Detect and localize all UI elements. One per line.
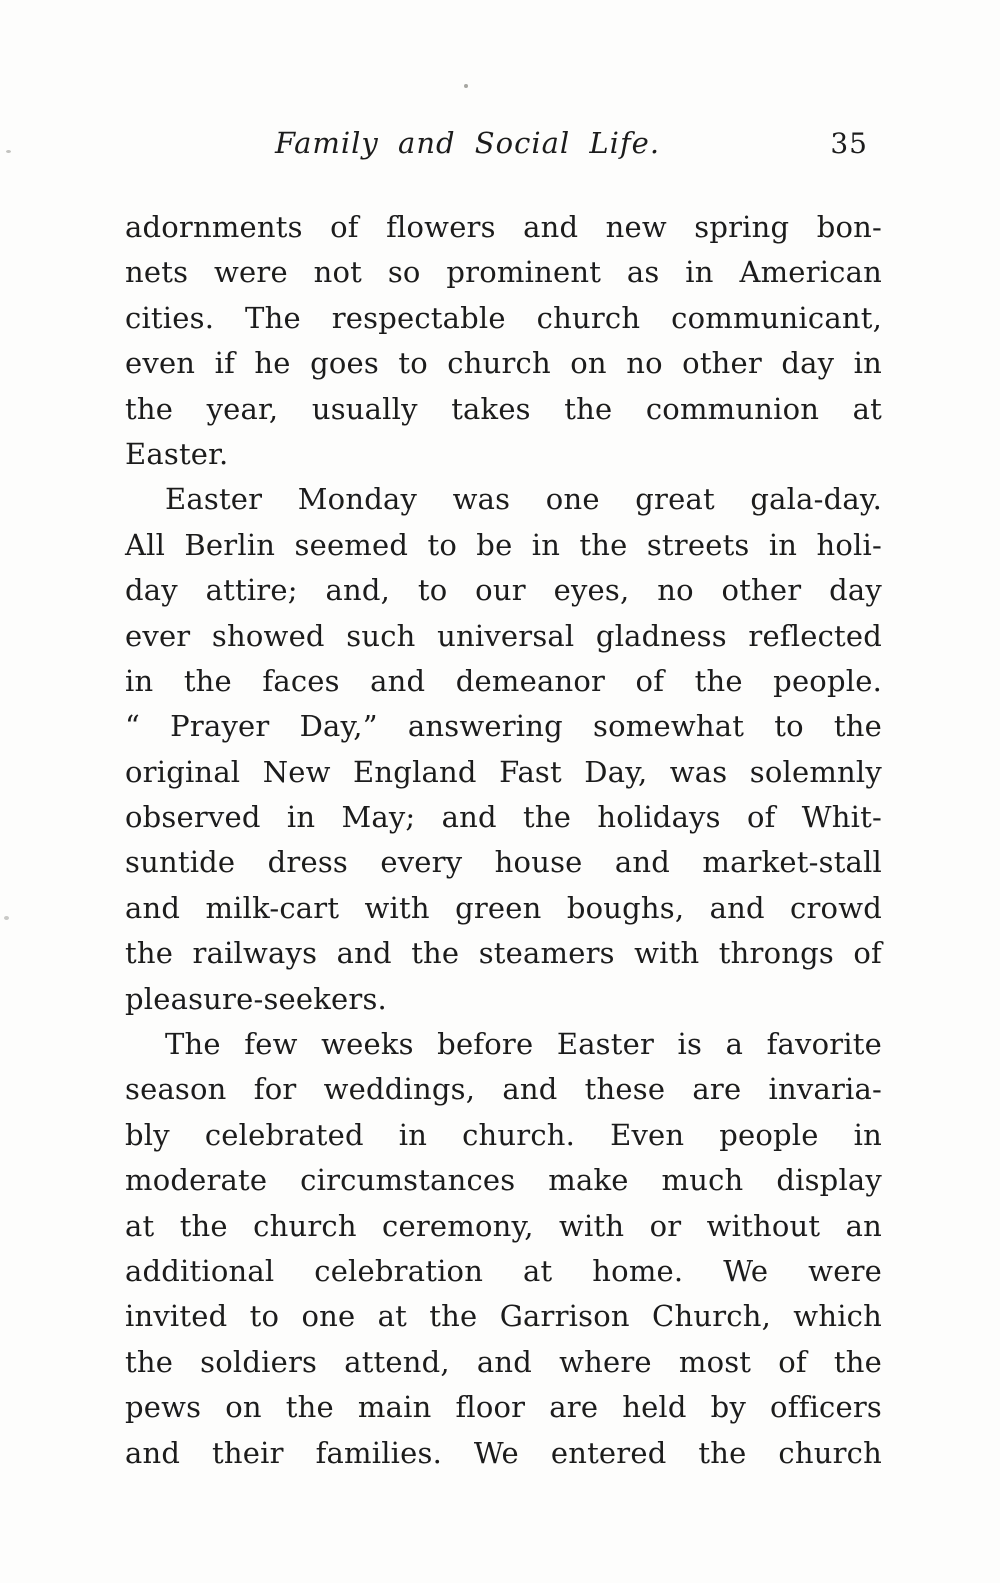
text-line: pews on the main floor are held by officers bbox=[125, 1390, 882, 1425]
text-line: in the faces and demeanor of the people. bbox=[125, 663, 882, 698]
text-line: the railways and the steamers with throngs of bbox=[125, 936, 882, 971]
paragraph bbox=[125, 205, 882, 477]
page-number: 35 bbox=[830, 127, 868, 160]
running-title: Family and Social Life. bbox=[274, 126, 661, 160]
scan-speck bbox=[464, 84, 468, 88]
text-line: and their families. We entered the church bbox=[125, 1435, 882, 1470]
scan-speck bbox=[4, 916, 9, 920]
text-line: “ Prayer Day,” answering somewhat to the bbox=[125, 709, 882, 744]
text-line: additional celebration at home. We were bbox=[125, 1253, 882, 1288]
scan-speck bbox=[6, 150, 11, 153]
text-line: even if he goes to church on no other day in bbox=[125, 346, 882, 381]
paragraph bbox=[125, 1022, 882, 1476]
text-line: and milk-cart with green boughs, and crowd bbox=[125, 890, 882, 925]
text-line: the soldiers attend, and where most of the bbox=[125, 1344, 882, 1379]
text-line: Easter Monday was one great gala-day. bbox=[165, 482, 882, 517]
text-line: original New England Fast Day, was solemnly bbox=[125, 754, 882, 789]
text-line: pleasure-seekers. bbox=[125, 981, 387, 1016]
text-line: at the church ceremony, with or without an bbox=[125, 1208, 882, 1243]
text-line: suntide dress every house and market-stall bbox=[125, 845, 882, 880]
text-line: Easter. bbox=[125, 436, 229, 471]
text-line: The few weeks before Easter is a favorite bbox=[165, 1027, 882, 1062]
text-line: the year, usually takes the communion at bbox=[125, 391, 882, 426]
text-line: ever showed such universal gladness reflected bbox=[125, 618, 882, 653]
text-line: bly celebrated in church. Even people in bbox=[125, 1117, 882, 1152]
text-line: cities. The respectable church communicant, bbox=[125, 300, 882, 335]
text-line: day attire; and, to our eyes, no other day bbox=[125, 573, 882, 608]
paragraph bbox=[125, 477, 882, 1022]
text-line: season for weddings, and these are invaria- bbox=[125, 1072, 882, 1107]
text-line: observed in May; and the holidays of Whit- bbox=[125, 800, 882, 835]
text-line: invited to one at the Garrison Church, which bbox=[125, 1299, 882, 1334]
text-line: All Berlin seemed to be in the streets in holi- bbox=[125, 527, 882, 562]
page-body-text bbox=[125, 205, 882, 1476]
text-line: adornments of flowers and new spring bon- bbox=[125, 210, 882, 244]
text-line: nets were not so prominent as in American bbox=[125, 255, 882, 290]
page-header bbox=[125, 126, 880, 168]
text-line: moderate circumstances make much display bbox=[125, 1163, 882, 1198]
